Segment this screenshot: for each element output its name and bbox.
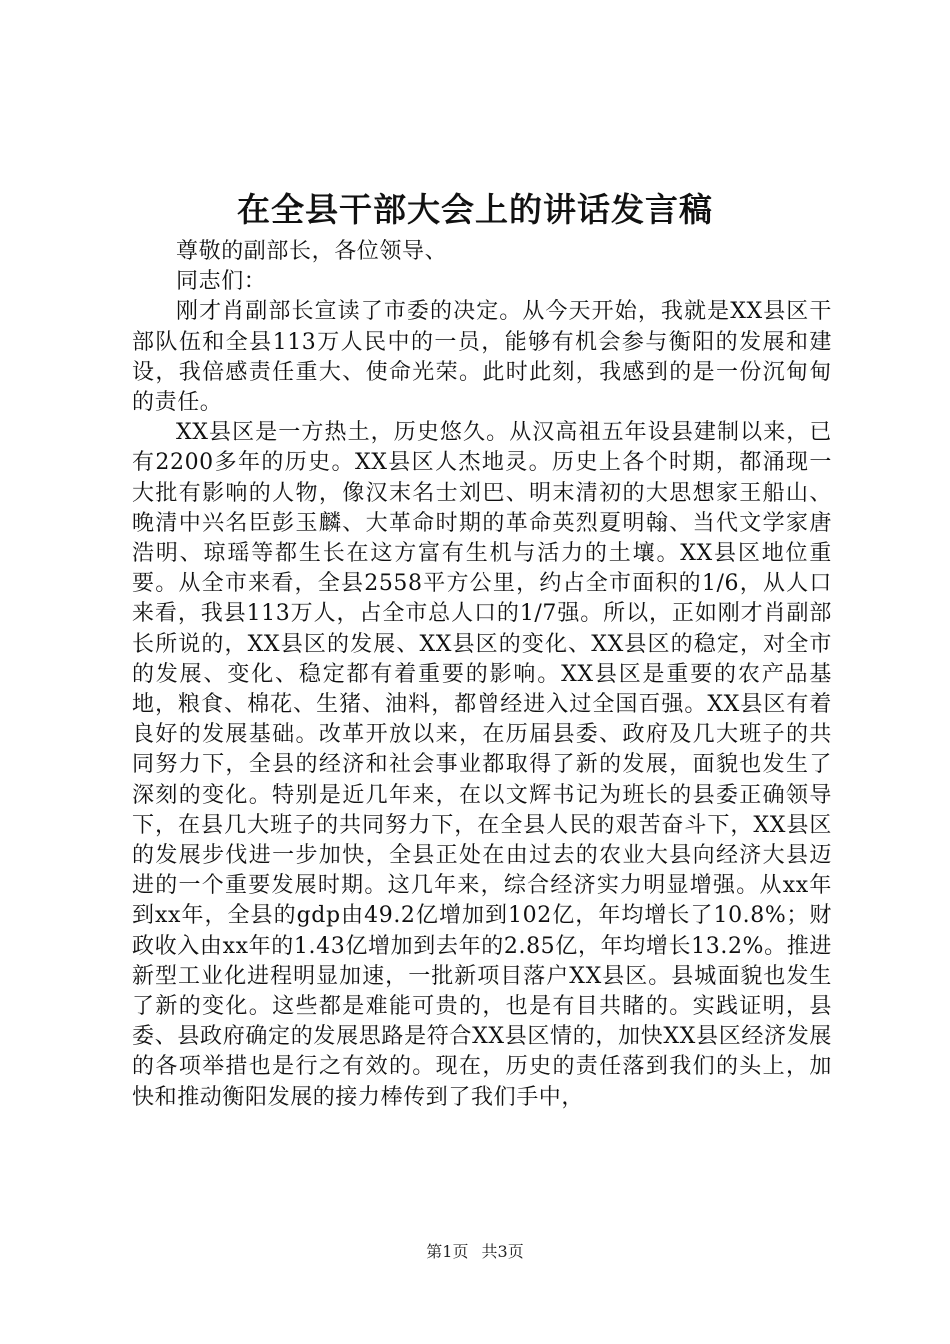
page-number: 第1页 [426,1242,469,1261]
page-total: 共3页 [481,1242,524,1261]
page-footer [0,1240,950,1264]
body-paragraph: 刚才肖副部长宣读了市委的决定。从今天开始，我就是XX县区干部队伍和全县113万人民中的一员，能够有机会参与衡阳的发展和建设，我倍感责任重大、使命光荣。此时此刻，我感到的是一份沉甸甸的责任。 [132,299,832,416]
body-paragraph: XX县区是一方热土，历史悠久。从汉高祖五年设县建制以来，已有2200多年的历史。XX县区人杰地灵。历史上各个时期，都涌现一大批有影响的人物，像汉末名士刘巴、明末清初的大思想家王船山、晚清中兴名臣彭玉麟、大革命时期的革命英烈夏明翰、当代文学家唐浩明、琼瑶等都生长在这方富有生机与活力的土壤。XX县区地位重要。从全市来看，全县2558平方公里，约占全市面积的1/6，从人口来看，我县113万人，占全市总人口的1/7强。所以，正如刚才肖副部长所说的，XX县区的发展、XX县区的变化、XX县区的稳定，对全市的发展、变化、稳定都有着重要的影响。XX县区是重要的农产品基地，粮食、棉花、生猪、油料，都曾经进入过全国百强。XX县区有着良好的发展基础。改革开放以来，在历届县委、政府及几大班子的共同努力下，全县的经济和社会事业都取得了新的发展，面貌也发生了深刻的变化。特别是近几年来，在以文辉书记为班长的县委正确领导下，在县几大班子的共同努力下，在全县人民的艰苦奋斗下，XX县区的发展步伐进一步加快，全县正处在由过去的农业大县向经济大县迈进的一个重要发展时期。这几年来，综合经济实力明显增强。从xx年到xx年，全县的gdp由49.2亿增加到102亿，年均增长了10.8%；财政收入由xx年的1.43亿增加到去年的2.85亿，年均增长13.2%。推进新型工业化进程明显加速，一批新项目落户XX县区。县城面貌也发生了新的变化。这些都是难能可贵的，也是有目共睹的。实践证明，县委、县政府确定的发展思路是符合XX县区情的，加快XX县区经济发展的各项举措也是行之有效的。现在，历史的责任落到我们的头上，加快和推动衡阳发展的接力棒传到了我们手中， [132,420,832,1110]
salutation-line-2: 同志们： [176,269,267,295]
document-body [132,237,832,1113]
page-title: 在全县干部大会上的讲话发言稿 [237,190,713,229]
salutation-line-1: 尊敬的副部长，各位领导、 [176,239,448,264]
